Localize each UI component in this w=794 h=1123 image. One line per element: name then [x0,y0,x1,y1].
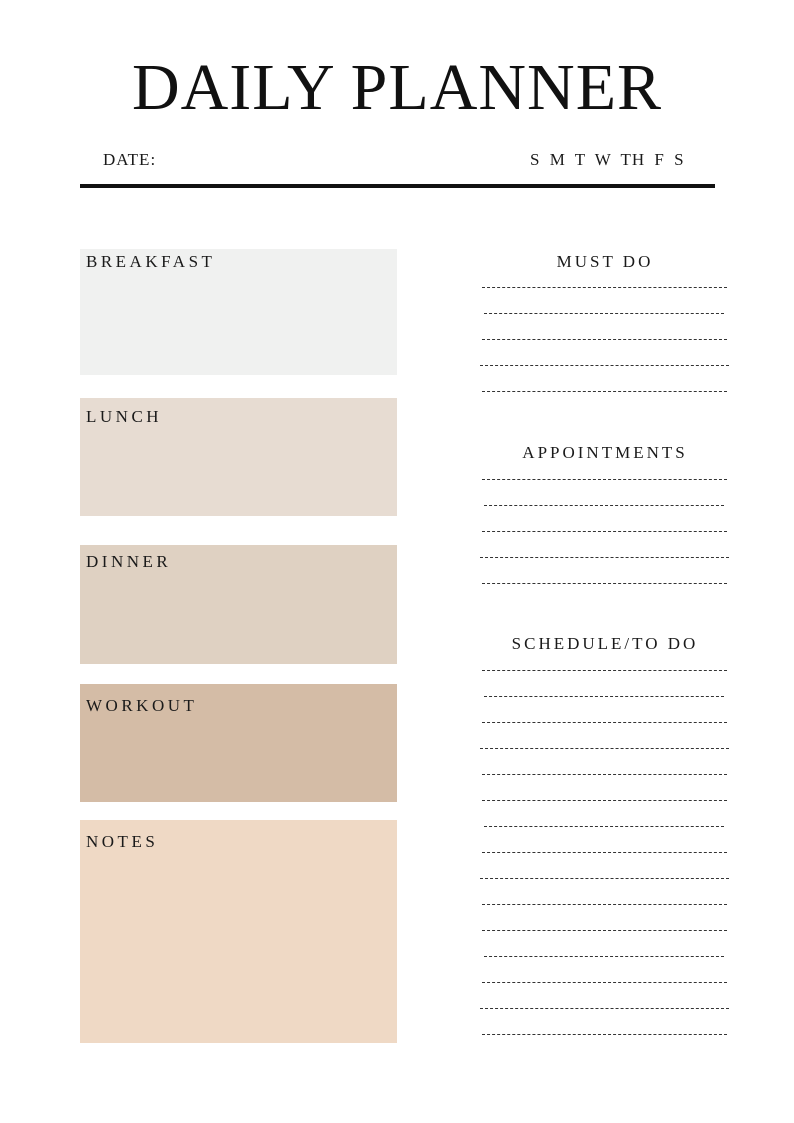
workout-label: WORKOUT [86,696,198,715]
writing-line[interactable] [480,365,729,366]
writing-line[interactable] [482,531,727,532]
writing-line[interactable] [484,313,724,314]
writing-line[interactable] [482,722,727,723]
writing-line[interactable] [484,505,724,506]
writing-line[interactable] [480,878,729,879]
appointments-title: APPOINTMENTS [522,443,688,462]
page-title: DAILY PLANNER [131,51,663,124]
writing-line[interactable] [480,557,729,558]
header-rule [80,184,715,188]
lunch-label: LUNCH [86,407,163,426]
weekday-selector: S M T W TH F S [530,150,685,169]
writing-line[interactable] [482,670,727,671]
writing-line[interactable] [482,583,727,584]
writing-line[interactable] [482,391,727,392]
schedule-title: SCHEDULE/TO DO [511,634,699,653]
breakfast-box[interactable] [80,249,397,375]
date-label: DATE: [103,150,157,169]
breakfast-label: BREAKFAST [86,252,216,271]
writing-line[interactable] [482,287,727,288]
writing-line[interactable] [482,774,727,775]
writing-line[interactable] [484,696,724,697]
writing-line[interactable] [482,930,727,931]
writing-line[interactable] [482,982,727,983]
writing-line[interactable] [484,956,724,957]
workout-box[interactable] [80,684,397,802]
writing-line[interactable] [482,339,727,340]
dinner-label: DINNER [86,552,172,571]
writing-line[interactable] [482,800,727,801]
writing-line[interactable] [482,904,727,905]
dinner-box[interactable] [80,545,397,664]
writing-line[interactable] [484,826,724,827]
writing-line[interactable] [480,748,729,749]
writing-line[interactable] [480,1008,729,1009]
notes-label: NOTES [86,832,159,851]
writing-line[interactable] [482,479,727,480]
notes-box[interactable] [80,820,397,1043]
must-do-title: MUST DO [556,252,654,271]
lunch-box[interactable] [80,398,397,516]
writing-line[interactable] [482,1034,727,1035]
writing-line[interactable] [482,852,727,853]
